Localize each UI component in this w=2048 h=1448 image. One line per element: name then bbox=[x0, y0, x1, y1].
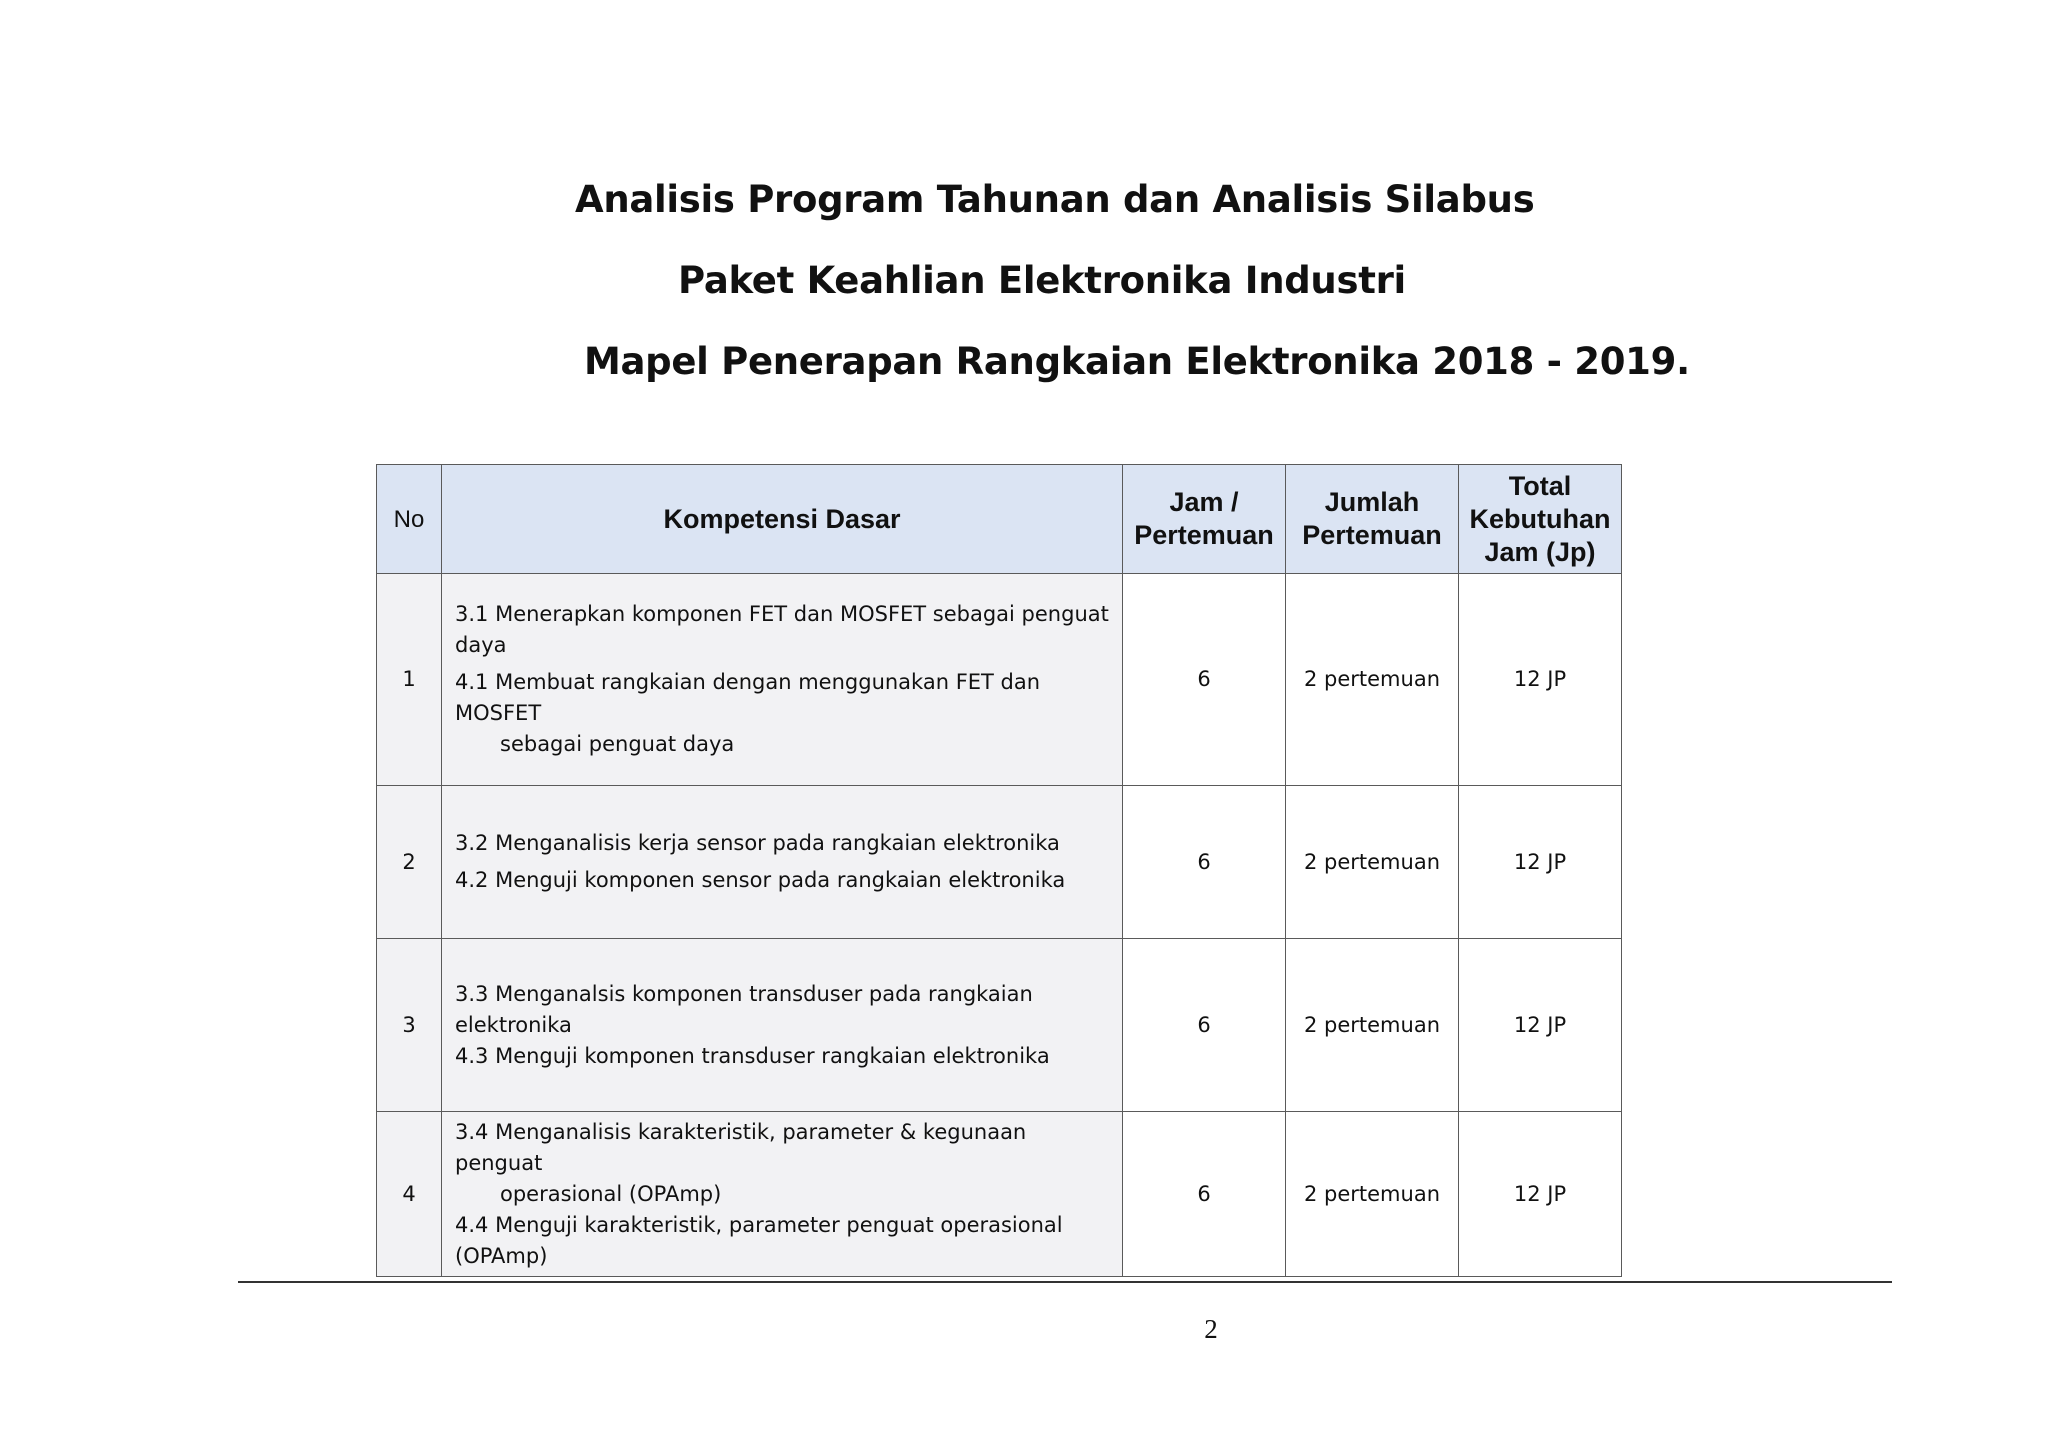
header-total-line2: Kebutuhan bbox=[1469, 503, 1611, 534]
table-row bbox=[377, 786, 1622, 939]
header-no: No bbox=[377, 465, 442, 574]
row-total-jp: 12 JP bbox=[1459, 574, 1622, 786]
row-total-jp: 12 JP bbox=[1459, 939, 1622, 1112]
kd-line: elektronika bbox=[455, 1012, 572, 1037]
footer-divider bbox=[238, 1281, 1892, 1283]
document-subtitle-program: Paket Keahlian Elektronika Industri bbox=[678, 259, 1406, 302]
document-title: Analisis Program Tahunan dan Analisis Silabus bbox=[575, 178, 1535, 221]
header-jam-pertemuan bbox=[1123, 465, 1286, 574]
kd-line: 4.1 Membuat rangkaian dengan menggunakan FET dan MOSFET bbox=[455, 670, 1041, 725]
row-kompetensi-dasar bbox=[442, 1112, 1123, 1277]
page-number: 2 bbox=[1204, 1314, 1218, 1344]
kd-line: (OPAmp) bbox=[455, 1243, 548, 1268]
table-header-row bbox=[377, 465, 1622, 574]
row-jam-pertemuan: 6 bbox=[1123, 786, 1286, 939]
kd-line: operasional (OPAmp) bbox=[500, 1181, 722, 1206]
table-row bbox=[377, 1112, 1622, 1277]
kd-line: sebagai penguat daya bbox=[500, 732, 735, 756]
row-kompetensi-dasar bbox=[442, 939, 1123, 1112]
document-subtitle-subject: Mapel Penerapan Rangkaian Elektronika 2018 - 2019. bbox=[584, 340, 1690, 383]
row-number: 3 bbox=[377, 939, 442, 1112]
kd-line: 3.1 Menerapkan komponen FET dan MOSFET sebagai penguat bbox=[455, 602, 1109, 626]
row-jam-pertemuan: 6 bbox=[1123, 939, 1286, 1112]
table-row bbox=[377, 574, 1622, 786]
kd-line: 4.3 Menguji komponen transduser rangkaian elektronika bbox=[455, 1043, 1050, 1068]
header-jumlah-pertemuan bbox=[1286, 465, 1459, 574]
row-jumlah-pertemuan: 2 pertemuan bbox=[1286, 939, 1459, 1112]
kd-line: 4.4 Menguji karakteristik, parameter penguat operasional bbox=[455, 1212, 1063, 1237]
kd-line: daya bbox=[455, 633, 507, 657]
header-kompetensi-dasar: Kompetensi Dasar bbox=[442, 465, 1123, 574]
header-total-line3: Jam (Jp) bbox=[1484, 536, 1596, 567]
header-jam-line2: Pertemuan bbox=[1134, 520, 1274, 550]
row-jam-pertemuan: 6 bbox=[1123, 574, 1286, 786]
row-number: 2 bbox=[377, 786, 442, 939]
row-jam-pertemuan: 6 bbox=[1123, 1112, 1286, 1277]
kd-line: 4.2 Menguji komponen sensor pada rangkaian elektronika bbox=[455, 868, 1066, 892]
header-jumlah-line2: Pertemuan bbox=[1302, 520, 1442, 550]
row-total-jp: 12 JP bbox=[1459, 1112, 1622, 1277]
row-total-jp: 12 JP bbox=[1459, 786, 1622, 939]
row-jumlah-pertemuan: 2 pertemuan bbox=[1286, 1112, 1459, 1277]
row-kompetensi-dasar bbox=[442, 786, 1123, 939]
row-jumlah-pertemuan: 2 pertemuan bbox=[1286, 786, 1459, 939]
header-jam-line1: Jam / bbox=[1169, 487, 1239, 517]
header-jumlah-line1: Jumlah bbox=[1324, 487, 1420, 517]
header-total-kebutuhan bbox=[1459, 465, 1622, 574]
table-row bbox=[377, 939, 1622, 1112]
kd-line: 3.3 Menganalsis komponen transduser pada rangkaian bbox=[455, 981, 1033, 1006]
kd-line: 3.4 Menganalisis karakteristik, parameter & kegunaan penguat bbox=[455, 1119, 1027, 1175]
row-kompetensi-dasar bbox=[442, 574, 1123, 786]
header-total-line1: Total bbox=[1508, 470, 1572, 501]
kd-line: 3.2 Menganalisis kerja sensor pada rangkaian elektronika bbox=[455, 831, 1060, 855]
row-jumlah-pertemuan: 2 pertemuan bbox=[1286, 574, 1459, 786]
row-number: 4 bbox=[377, 1112, 442, 1277]
syllabus-table bbox=[376, 464, 1622, 1277]
row-number: 1 bbox=[377, 574, 442, 786]
